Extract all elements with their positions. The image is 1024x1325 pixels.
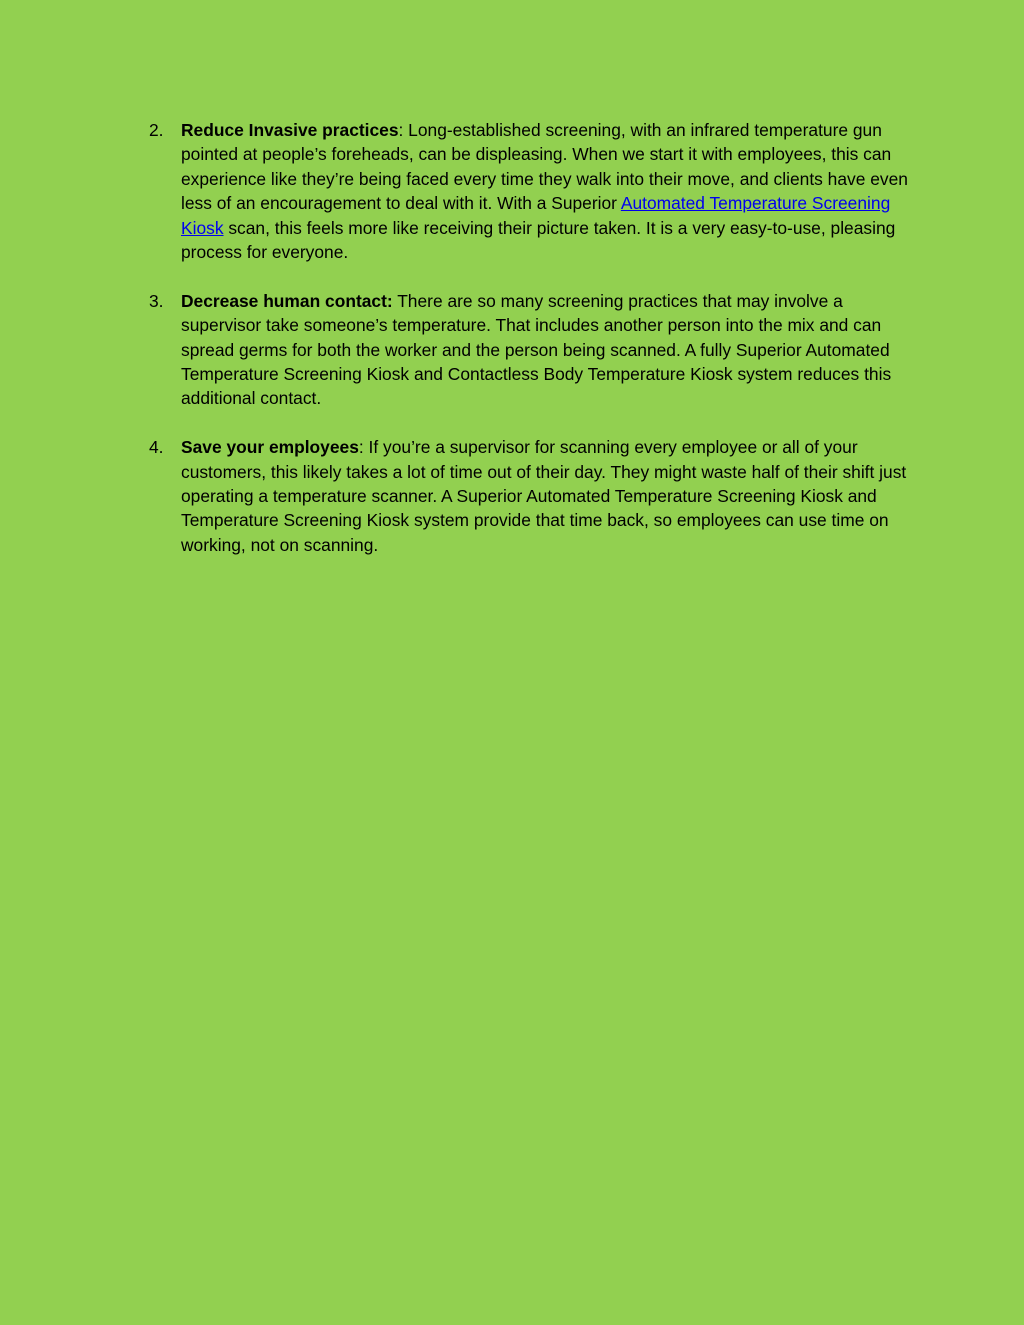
item-body: : If you’re a supervisor for scanning every employee or all of your customers, this likely takes a lot of time out of their day. They might waste half of their shift just operating a temperature scanner. A Superior Automated Temperature Screening Kiosk and Temperature Screening Kiosk system provide that time back, so employees can use time on working, not on scanning. xyxy=(181,437,907,555)
list-item-text xyxy=(181,118,909,264)
list-number: 4. xyxy=(149,437,164,458)
item-body-tail: scan, this feels more like receiving their picture taken. It is a very easy-to-use, pleasing process for everyone. xyxy=(181,217,896,263)
list-item-text xyxy=(181,435,909,557)
list-item xyxy=(149,435,909,557)
list-number: 3. xyxy=(149,290,164,311)
numbered-list xyxy=(149,118,909,582)
list-item-text xyxy=(181,289,909,411)
list-item xyxy=(149,289,909,411)
list-number: 2. xyxy=(149,120,164,140)
item-heading: Decrease human contact: xyxy=(181,290,393,311)
list-item xyxy=(149,118,909,264)
item-body: There are so many screening practices that may involve a supervisor take someone’s temperature. That includes another person into the mix and can spread germs for both the worker and the person being scanned. A fully Superior Automated Temperature Screening Kiosk and Contactless Body Temperature Kiosk system reduces this additional contact. xyxy=(181,290,892,409)
item-heading: Reduce Invasive practices xyxy=(181,120,399,140)
item-body-lead: : Long-established screening, with an infrared temperature gun pointed at people’s foreheads, can be displeasing. When we start it with employees, this can experience like they’re being faced every time they walk into their move, and clients have even less of an encouragement to deal with it. With a Superior xyxy=(181,120,908,214)
item-heading: Save your employees xyxy=(181,437,359,458)
kiosk-link[interactable]: Automated Temperature Screening Kiosk xyxy=(181,193,891,238)
